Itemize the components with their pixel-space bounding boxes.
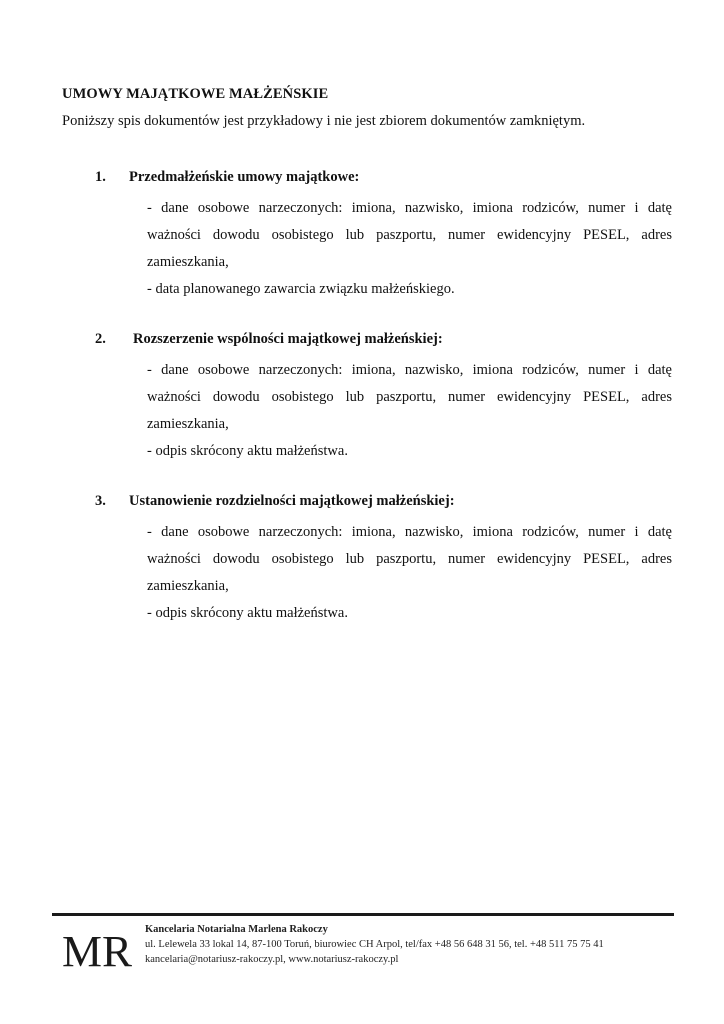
section-body [147,195,672,303]
section-heading [95,491,675,519]
section-title: Ustanowienie rozdzielności majątkowej małżeńskiej: [129,493,455,509]
footer-info [145,922,604,967]
section-heading [95,167,675,195]
section-3 [95,491,675,627]
document-intro: Poniższy spis dokumentów jest przykładowy i nie jest zbiorem dokumentów zamkniętym. [62,113,586,129]
list-item: - dane osobowe narzeczonych: imiona, nazwisko, imiona rodziców, numer i datę ważności dowodu osobistego lub paszportu, numer ewidencyjny PESEL, adres zamieszkania, [147,362,672,432]
section-body [147,357,672,465]
section-number: 2. [95,331,106,347]
list-item: - odpis skrócony aktu małżeństwa. [147,443,348,459]
section-number: 3. [95,493,106,509]
list-item: - data planowanego zawarcia związku małżeńskiego. [147,281,455,297]
footer-divider [52,913,674,916]
section-title: Rozszerzenie wspólności majątkowej małżeńskiej: [133,331,443,347]
firm-logo [62,928,134,972]
firm-name: Kancelaria Notarialna Marlena Rakoczy [145,924,328,935]
document-title: UMOWY MAJĄTKOWE MAŁŻEŃSKIE [62,86,329,102]
list-item: - odpis skrócony aktu małżeństwa. [147,605,348,621]
list-item: - dane osobowe narzeczonych: imiona, nazwisko, imiona rodziców, numer i datę ważności dowodu osobistego lub paszportu, numer ewidencyjny PESEL, adres zamieszkania, [147,524,672,594]
firm-address: ul. Lelewela 33 lokal 14, 87-100 Toruń, biurowiec CH Arpol, tel/fax +48 56 648 31 56, tel. +48 511 75 75 41 [145,939,604,950]
svg-text:MR: MR [62,928,133,972]
section-2 [95,329,675,465]
firm-contact: kancelaria@notariusz-rakoczy.pl, www.notariusz-rakoczy.pl [145,954,399,965]
list-item: - dane osobowe narzeczonych: imiona, nazwisko, imiona rodziców, numer i datę ważności dowodu osobistego lub paszportu, numer ewidencyjny PESEL, adres zamieszkania, [147,200,672,270]
section-1 [95,167,675,303]
section-number: 1. [95,169,106,185]
section-title: Przedmałżeńskie umowy majątkowe: [129,169,360,185]
section-heading [95,329,675,357]
section-body [147,519,672,627]
